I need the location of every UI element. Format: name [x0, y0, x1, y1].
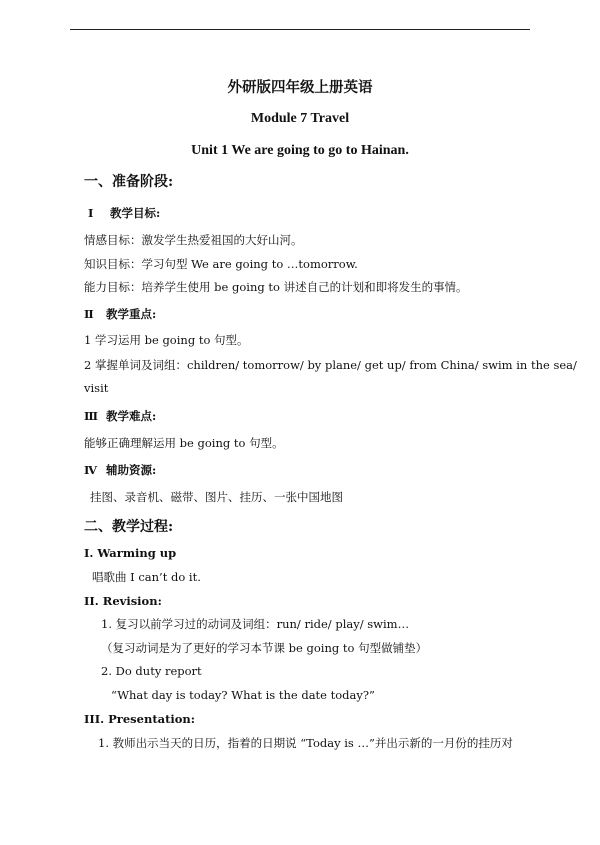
goal-line-knowledge: 知识目标：学习句型 We are going to …tomorrow.: [84, 257, 358, 271]
roman-numeral: Ⅱ: [84, 307, 94, 321]
roman-numeral: Ⅳ: [84, 463, 98, 477]
step-heading-revision: II. Revision:: [84, 594, 162, 608]
presentation-line-1: 1. 教师出示当天的日历，指着的日期说 “Today is …”并出示新的一月份的挂历对: [98, 736, 513, 750]
document-title: 外研版四年级上册英语: [227, 79, 373, 96]
roman-numeral: Ⅰ: [88, 206, 94, 220]
unit-title: Unit 1 We are going to go to Hainan.: [191, 143, 409, 158]
subheading-label: 辅助资源:: [106, 463, 157, 477]
goal-line-ability: 能力目标：培养学生使用 be going to 讲述自己的计划和即将发生的事情。: [84, 280, 468, 294]
revision-line-1: 1. 复习以前学习过的动词及词组：run/ ride/ play/ swim…: [101, 617, 410, 631]
resources-line: 挂图、录音机、磁带、图片、挂历、一张中国地图: [90, 490, 343, 504]
module-title: Module 7 Travel: [250, 111, 350, 126]
subheading-label: 教学难点:: [106, 409, 157, 423]
roman-numeral: Ⅲ: [84, 409, 99, 423]
warming-line: 唱歌曲 I can’t do it.: [92, 570, 201, 584]
subheading-key-points: [84, 307, 156, 321]
keypoint-line-2: 2 掌握单词及词组：children/ tomorrow/ by plane/ get up/ from China/ swim in the sea/: [84, 358, 577, 372]
keypoint-line-1: 1 学习运用 be going to 句型。: [84, 333, 249, 347]
header-rule: [70, 29, 530, 30]
keypoint-line-2-cont: visit: [84, 381, 109, 395]
revision-line-note: （复习动词是为了更好的学习本节课 be going to 句型做铺垫）: [101, 641, 428, 655]
subheading-difficulties: [84, 409, 156, 423]
difficulty-line: 能够正确理解运用 be going to 句型。: [84, 436, 284, 450]
subheading-teaching-goals: [88, 206, 160, 220]
revision-line-quote: “What day is today? What is the date today?”: [111, 688, 375, 702]
subheading-label: 教学重点:: [106, 307, 157, 321]
section-heading-preparation: 一、准备阶段:: [84, 174, 174, 190]
subheading-label: 教学目标:: [110, 206, 161, 220]
revision-line-2: 2. Do duty report: [101, 664, 202, 678]
subheading-resources: [84, 463, 156, 477]
goal-line-emotion: 情感目标：激发学生热爱祖国的大好山河。: [84, 233, 303, 247]
step-heading-warming-up: I. Warming up: [84, 546, 177, 560]
step-heading-presentation: III. Presentation:: [84, 712, 196, 726]
section-heading-process: 二、教学过程:: [84, 519, 174, 535]
